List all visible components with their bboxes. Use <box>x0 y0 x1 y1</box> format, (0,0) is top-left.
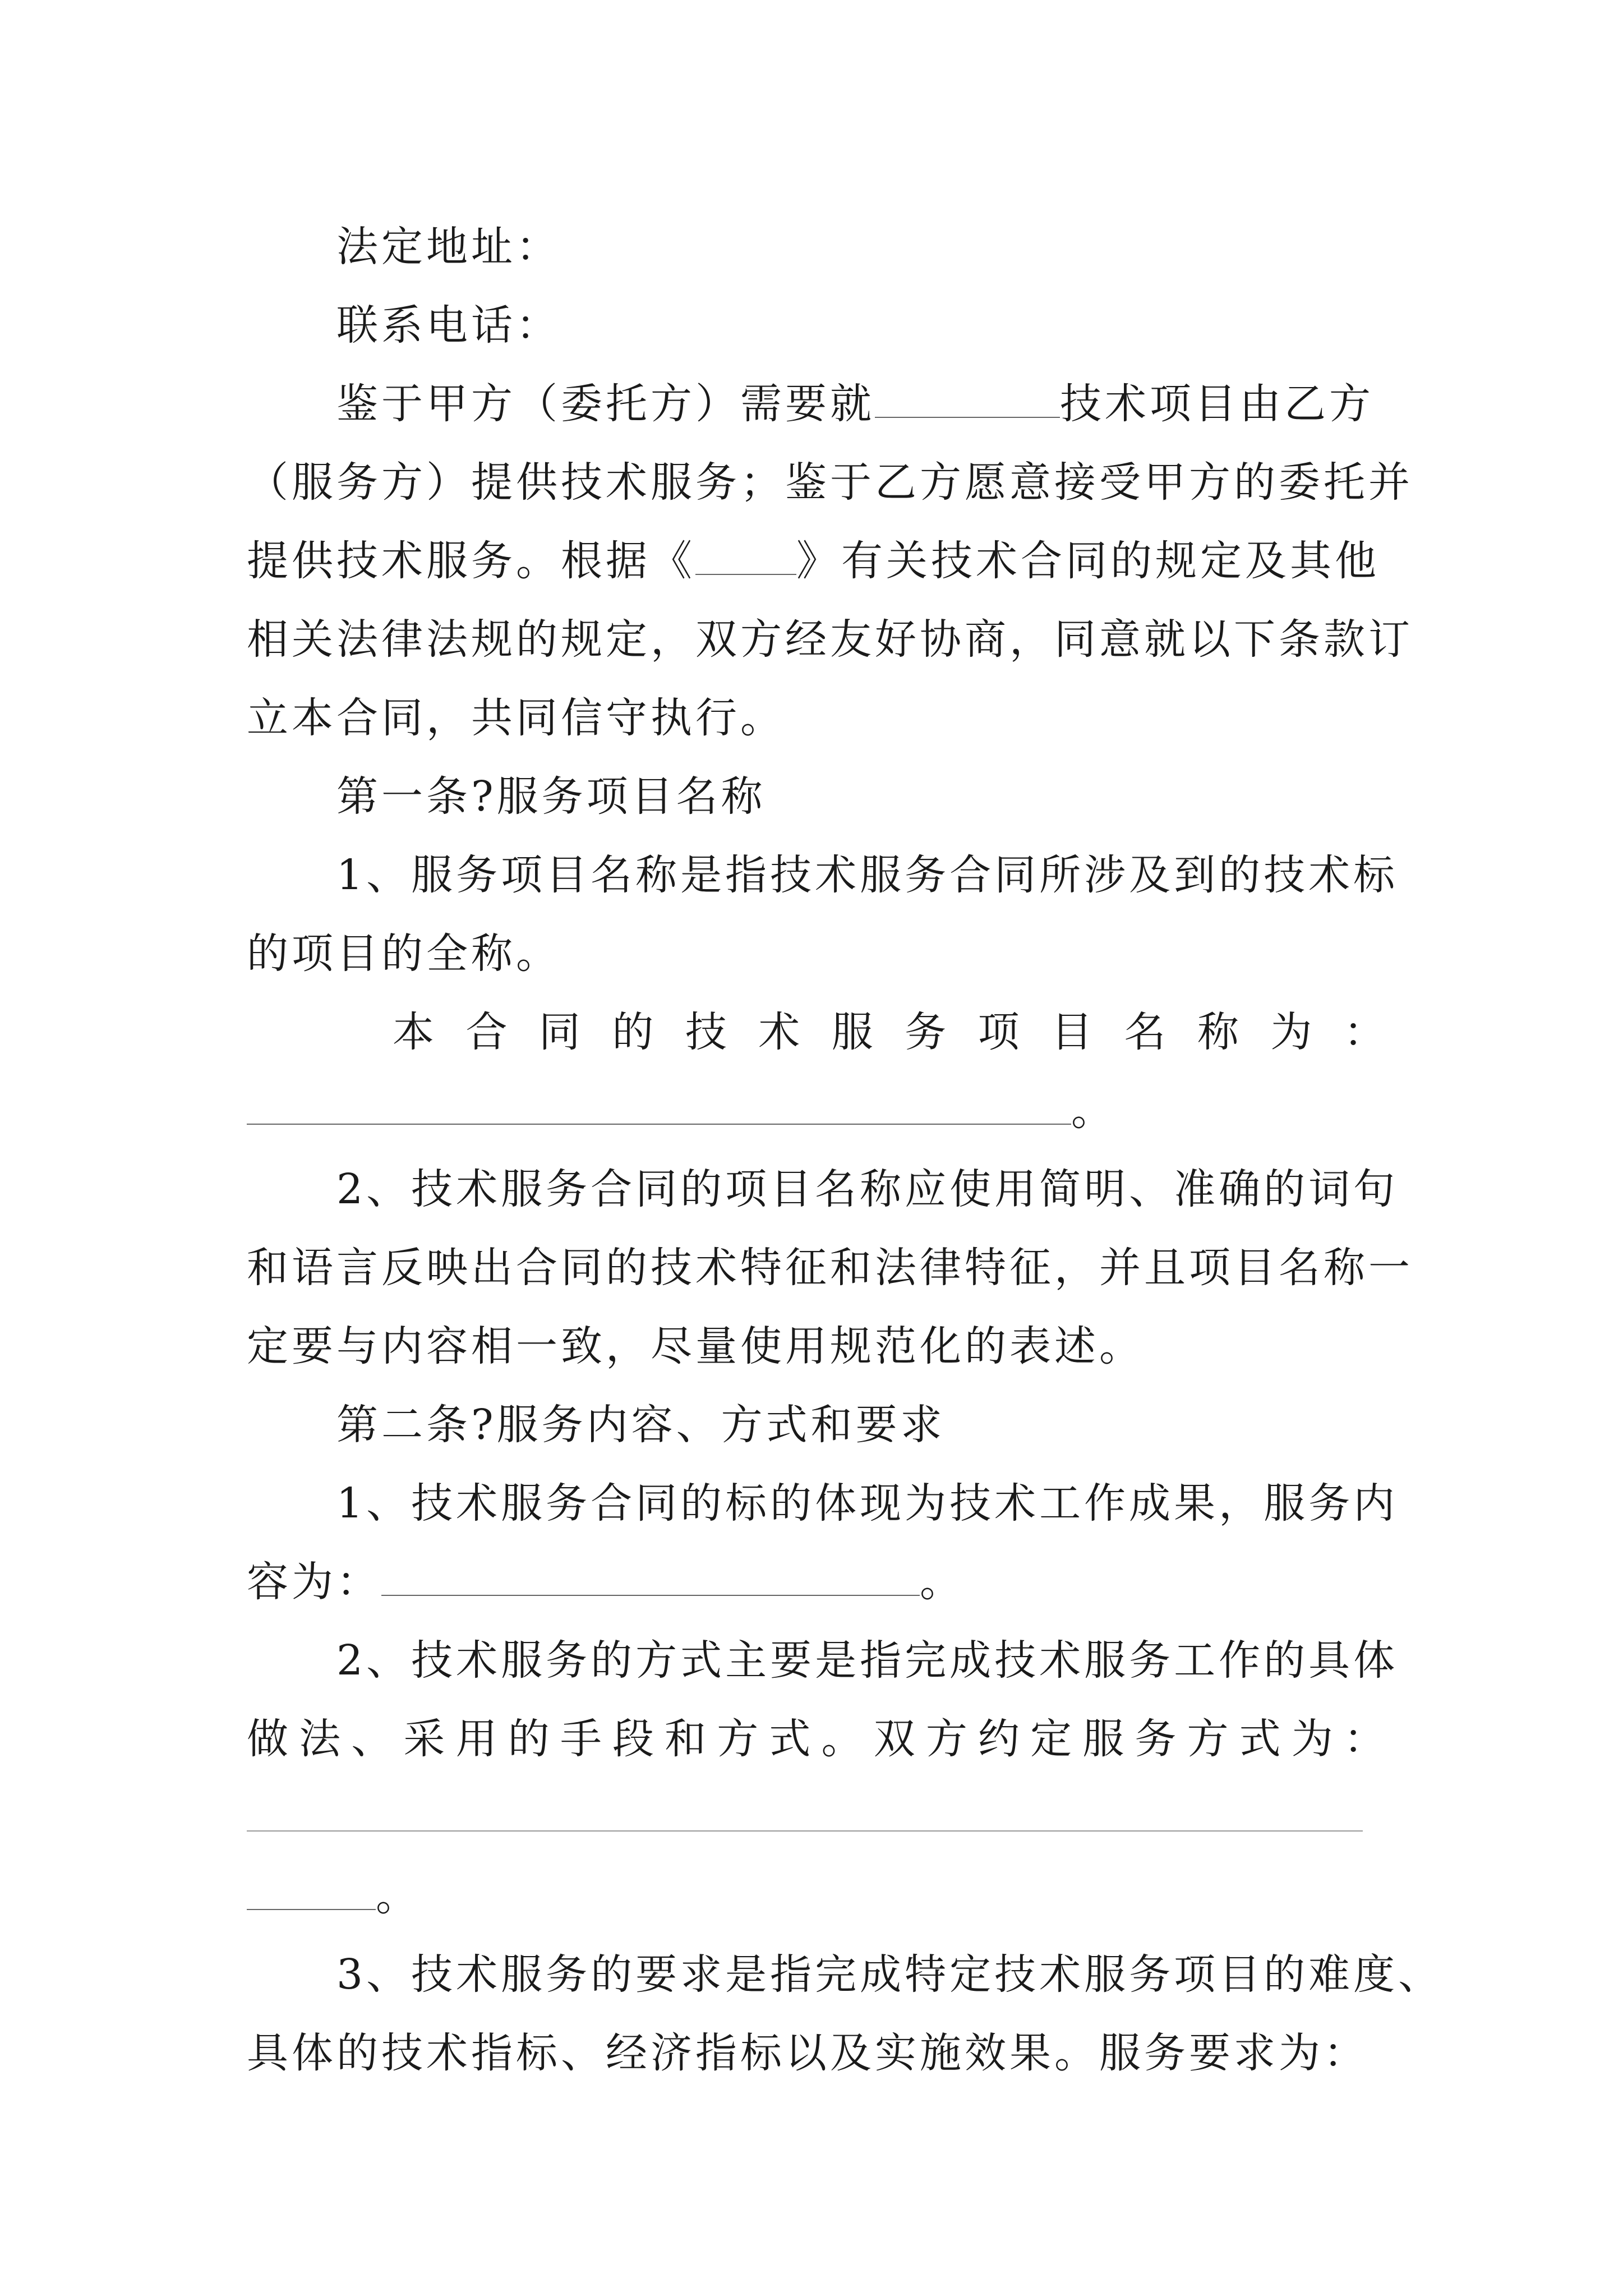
preamble-line-4: 相关法律法规的规定，双方经友好协商，同意就以下条款订 <box>247 615 1413 664</box>
article1-name-blank-line: 。 <box>247 1083 1116 1139</box>
law-name-blank[interactable] <box>695 539 796 575</box>
preamble-line-2: （服务方）提供技术服务；鉴于乙方愿意接受甲方的委托并 <box>247 458 1413 507</box>
article1-name-line: 本 合 同 的 技 术 服 务 项 目 名 称 为 ： <box>393 1008 1385 1056</box>
service-content-blank[interactable] <box>381 1560 920 1596</box>
article2-p1-line-1: 1、技术服务合同的标的体现为技术工作成果，服务内 <box>336 1479 1399 1527</box>
service-method-blank-line-1 <box>247 1789 1363 1846</box>
article1-heading: 第一条?服务项目名称 <box>336 772 766 821</box>
article2-heading: 第二条?服务内容、方式和要求 <box>336 1401 946 1449</box>
project-blank[interactable] <box>875 382 1060 418</box>
article1-p2-line-3: 定要与内容相一致，尽量使用规范化的表述。 <box>247 1322 1144 1370</box>
service-method-blank-end[interactable] <box>247 1874 376 1910</box>
article1-p2-line-1: 2、技术服务合同的项目名称应使用简明、准确的词句 <box>336 1165 1399 1213</box>
address-label: 法定地址： <box>336 223 561 271</box>
preamble-line-3: 提供技术服务。根据《 》有关技术合同的规定及其他 <box>247 537 1380 585</box>
article2-p1-line-2: 容为： 。 <box>247 1558 965 1606</box>
preamble-line-5: 立本合同，共同信守执行。 <box>247 694 785 742</box>
article2-p3-line-2: 具体的技术指标、经济指标以及实施效果。服务要求为： <box>247 2029 1368 2077</box>
preamble-line-1: 鉴于甲方（委托方）需要就 技术项目由乙方 <box>336 380 1374 428</box>
service-method-blank-line-2: 。 <box>247 1868 421 1924</box>
article2-p2-line-2: 做 法 、 采 用 的 手 段 和 方 式 。 双 方 约 定 服 务 方 式 为 ： <box>247 1715 1385 1763</box>
article1-p1-line-2: 的项目的全称。 <box>247 930 561 978</box>
service-method-blank[interactable] <box>247 1796 1363 1832</box>
phone-label: 联系电话： <box>336 301 561 349</box>
article1-p2-line-2: 和语言反映出合同的技术特征和法律特征，并且项目名称一 <box>247 1244 1413 1292</box>
article2-p2-line-1: 2、技术服务的方式主要是指完成技术服务工作的具体 <box>336 1636 1399 1685</box>
article2-p3-line-1: 3、技术服务的要求是指完成特定技术服务项目的难度、 <box>336 1950 1444 1999</box>
service-name-blank[interactable] <box>247 1089 1071 1125</box>
article1-p1-line-1: 1、服务项目名称是指技术服务合同所涉及到的技术标 <box>336 851 1399 899</box>
